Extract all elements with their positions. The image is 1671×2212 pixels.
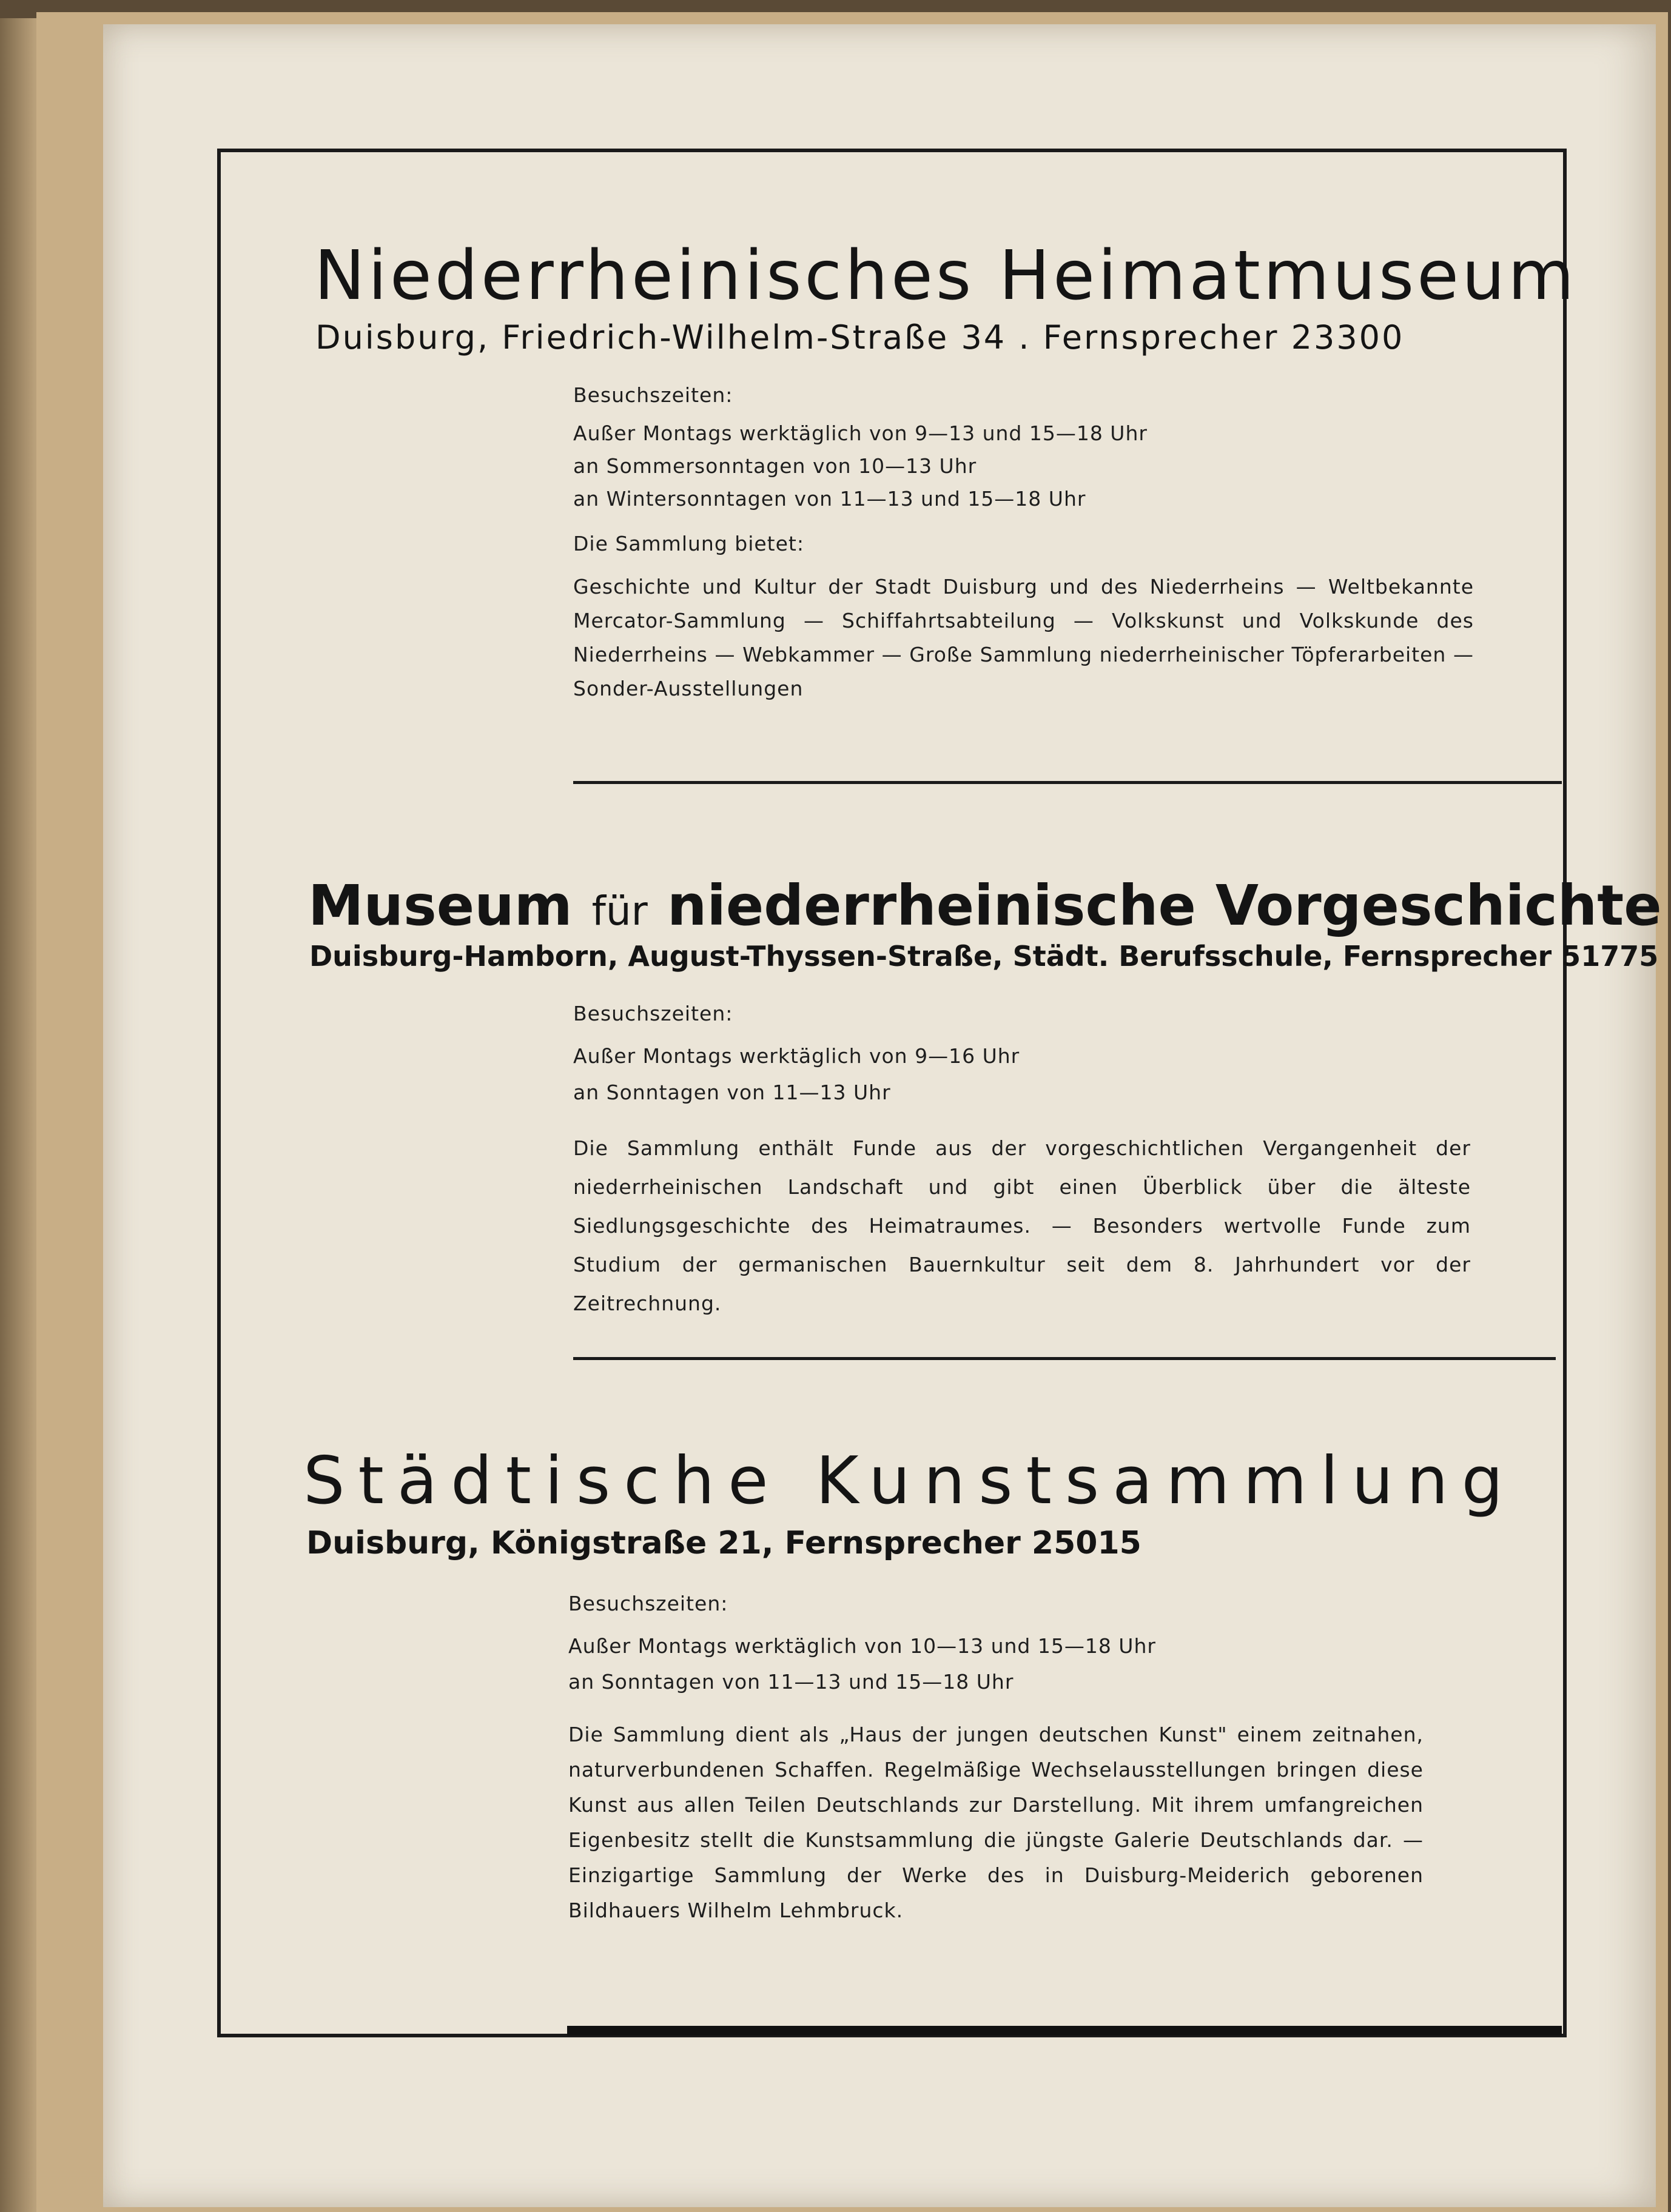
museum-2-title-part2: für xyxy=(591,888,648,934)
museum-1-hours-label: Besuchszeiten: xyxy=(573,383,733,407)
museum-2-hours-line: Außer Montags werktäglich von 9—16 Uhr xyxy=(573,1044,1020,1068)
museum-2-hours-label: Besuchszeiten: xyxy=(573,1002,733,1025)
museum-1-description: Geschichte und Kultur der Stadt Duisburg und des Niederrheins — Weltbekannte Mercator-Sammlung — Schiffahrtsabteilung — Volkskunst und Volkskunde des Niederrheins — Webkammer — Große Sammlung niederrheinischer Töpferarbeiten — Sonder-Ausstellungen xyxy=(573,575,1474,700)
section-divider xyxy=(573,781,1562,784)
museum-3-hours-line: Außer Montags werktäglich von 10—13 und 15—18 Uhr xyxy=(568,1634,1156,1658)
museum-2-description: Die Sammlung enthält Funde aus der vorgeschichtlichen Vergangenheit der niederrheinischen Landschaft und gibt einen Überblick über die älteste Siedlungsgeschichte des Heimatraumes. — Besonders wertvolle Funde zum Studium der germanischen Bauernkultur seit dem 8. Jahrhundert vor der Zeitrechnung. xyxy=(573,1136,1471,1315)
museum-2-title xyxy=(308,873,1662,938)
museum-3-description: Die Sammlung dient als „Haus der jungen deutschen Kunst" einem zeitnahen, naturverbundenen Schaffen. Regelmäßige Wechselausstellungen bringen diese Kunst aus allen Teilen Deutschlands zur Darstellung. Mit ihrem umfangreichen Eigenbesitz stellt die Kunstsammlung die jüngste Galerie Deutschlands dar. — Einzigartige Sammlung der Werke des in Duisburg-Meiderich geborenen Bildhauers Wilhelm Lehmbruck. xyxy=(568,1723,1424,1922)
museum-1-hours-line: an Sommersonntagen von 10—13 Uhr xyxy=(573,454,977,478)
section-divider xyxy=(573,1357,1556,1360)
museum-2-title-part3: niederrheinische Vorgeschichte xyxy=(667,873,1662,938)
museum-2-title-part1: Museum xyxy=(308,873,573,938)
museum-1-hours-line: Außer Montags werktäglich von 9—13 und 15—18 Uhr xyxy=(573,421,1148,445)
museum-3-address: Duisburg, Königstraße 21, Fernsprecher 25015 xyxy=(306,1525,1141,1561)
museum-2-hours-line: an Sonntagen von 11—13 Uhr xyxy=(573,1081,891,1104)
museum-1-hours-line: an Wintersonntagen von 11—13 und 15—18 Uhr xyxy=(573,487,1086,511)
museum-1-title: Niederrheinisches Heimatmuseum xyxy=(314,236,1578,315)
frame-bottom-bar xyxy=(567,2026,1562,2036)
museum-3-hours-label: Besuchszeiten: xyxy=(568,1592,728,1615)
museum-3-title: Städtische Kunstsammlung xyxy=(303,1443,1517,1519)
museum-1-offer-label: Die Sammlung bietet: xyxy=(573,532,804,555)
museum-2-address: Duisburg-Hamborn, August-Thyssen-Straße, Städt. Berufsschule, Fernsprecher 51775 xyxy=(309,940,1659,973)
museum-3-hours-line: an Sonntagen von 11—13 und 15—18 Uhr xyxy=(568,1670,1014,1694)
museum-1-address: Duisburg, Friedrich-Wilhelm-Straße 34 . Fernsprecher 23300 xyxy=(315,318,1405,357)
